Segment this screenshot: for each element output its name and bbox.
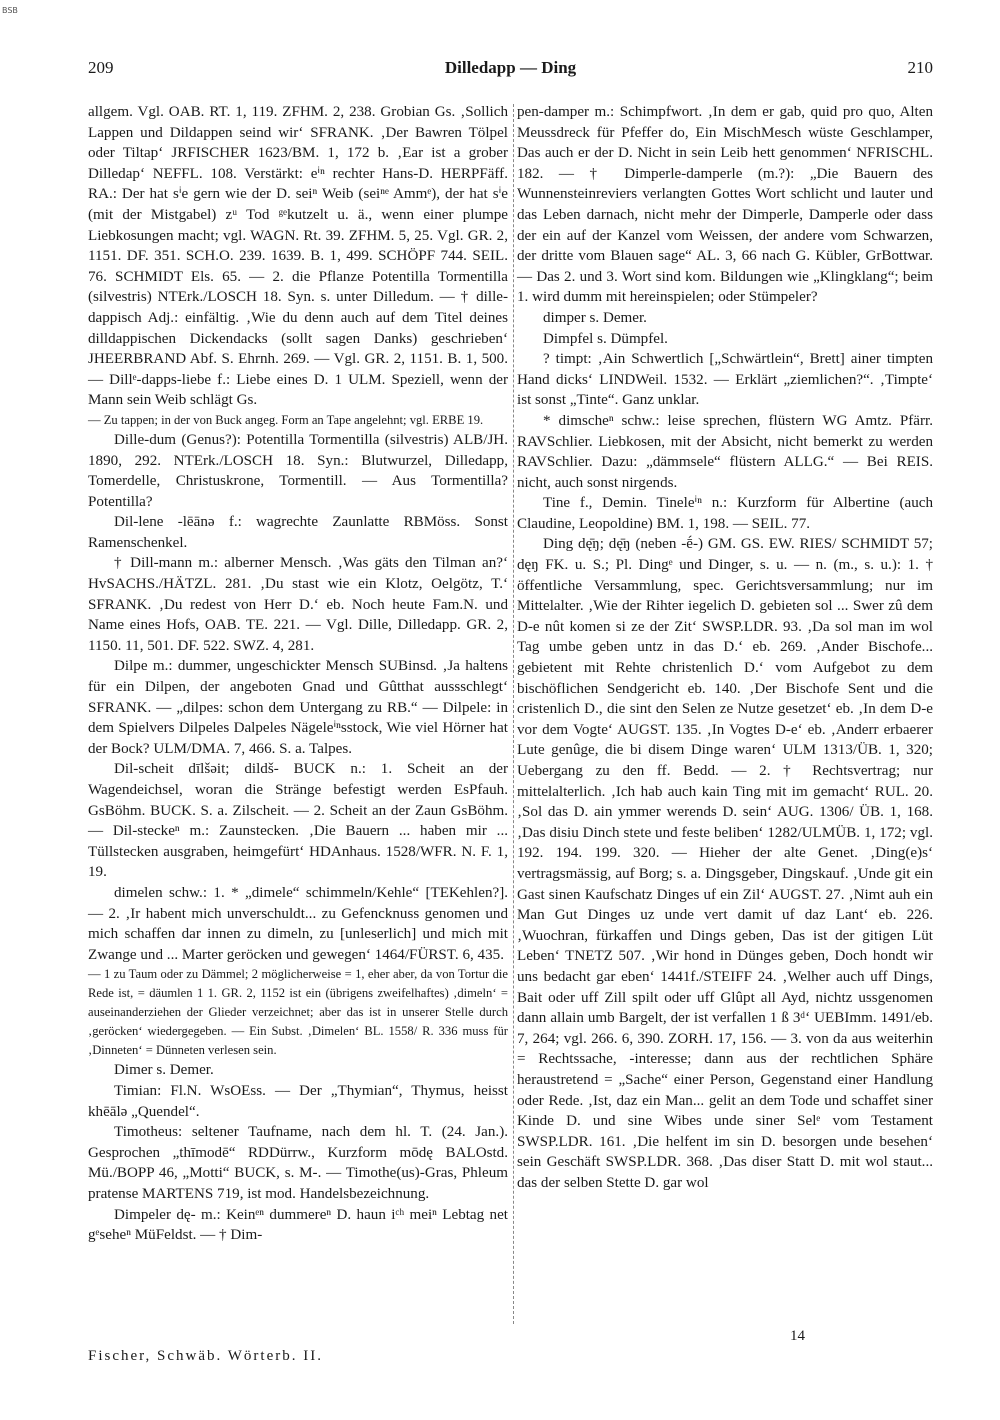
left-column-entry: Dimpeler dę- m.: Keinᵉⁿ dummereⁿ D. haun iᶜʰ meiⁿ Lebtag net gᵉseheⁿ MüFeldst. — † Dim-: [88, 1206, 508, 1244]
running-title: Dilledapp — Ding: [444, 58, 577, 77]
left-column-entry: Timian: Fl.N. WsOEss. — Der „Thymian“, Thymus, heisst khēālə „Quendel“.: [88, 1082, 508, 1120]
left-column-entry: — 1 zu Taum oder zu Dämmel; 2 möglicherweise = 1, eher aber, da von Tortur die Rede ist, = däumlen 1 1. GR. 2, 1152 ist ein (übrigens zweifelhaftes) ‚dimeln‘ = auseinanderziehen der Glieder verzeichnet; aber das ist in unserer Stelle durch ‚geröcken‘ wiedergegeben. — Ein Subst. ‚Dimelen‘ BL. 1558/ R. 336 muss für ‚Dinneten‘ = Dünneten verlesen sein.: [88, 967, 508, 1058]
left-column-entry: Dil-lene -lēānə f.: wagrechte Zaunlatte RBMöss. Sonst Ramenschenkel.: [88, 514, 508, 551]
right-column-entry: ? timpt: ‚Ain Schwertlich [„Schwärtlein“, Brett] ainer timpten Hand dicks‘ LINDWeil. 1532. — Erklärt „ziemlichen?“. ‚Timpte‘ ist sonst „Tinte“. Ganz unklar.: [517, 351, 933, 409]
left-column-entry: † Dill-mann m.: alberner Mensch. ‚Was gäts den Tilman an?‘ HvSACHS./HÄTZL. 281. ‚Du stast wie ein Klotz, Oelgötz, T.‘ SFRANK. ‚Du redest von Herr D.‘ eb. Noch heute Fam.N. und Name eines Hofs, OAB. TE. 221. — Vgl. Dille, Dilledapp. GR. 2, 1150. 11, 501. DF. 522. SWZ. 4, 281.: [88, 555, 508, 654]
left-column-entry: Timotheus: seltener Taufname, nach dem hl. T. (24. Jan.). Gesprochen „thīmodē“ RDDürrw., Kurzform mōdę BALOstd. Mü./BOPP 46, „Motti“ BUCK, s. M-. — Timothe(us)-Gras, Phleum pratense MARTENS 719, ist mod. Handelsbezeichnung.: [88, 1124, 508, 1202]
right-column-entry: pen-damper m.: Schimpfwort. ‚In dem er gab, quid pro quo, Alten Meussdreck für Pfeffer do, Ein MischMesch wüste Geschlamper, Das auch er der D. Nicht in sein Leib hett genommen‘ NFRISCHL. 182. — † Dimperle-damperle (m.?): „Die Bauern des Wunnensteinreviers verlangten Gottes Wort schlicht und lauter und das Leben darnach, nicht mehr der Dimperle, Damperle oder dass der ein auf der Kanzel vom Weissen, der andere vom Schwarzen, der dritte vom Blauen sage“ AL. 3, 66 nach G. Kübler, GrBottwar. — Das 2. und 3. Wort sind kom. Bildungen wie „Klingklang“; beim 1. wird dumm mit hereinspielen; oder Stümpeler?: [517, 104, 933, 306]
page-header: [88, 58, 933, 84]
right-column-entry: * dimscheⁿ schw.: leise sprechen, flüstern WG Amtz. Pfärr. RAVSchlier. Liebkosen, mit der Absicht, nicht bemerkt zu werden RAVSchlier. Dazu: „dämmsele“ flüstern ALLG.“ — Bei REIS. nicht, auch sonst nirgends.: [517, 412, 933, 491]
right-column-entry: dimper s. Demer.: [543, 309, 647, 326]
left-column-entry: Dilpe m.: dummer, ungeschickter Mensch SUBinsd. ‚Ja haltens für ein Dilpen, der angeboten Gnad und Gûtthat aussschlegt‘ SFRANK. — „dilpes: schon dem Untergang zu RB.“ — Dilpele: in dem Spielvers Dilpeles Dalpeles Nägeleⁱⁿsstock, Wie viel Hörner hat der Bock? ULM/DMA. 7, 466. S. a. Talpes.: [88, 658, 508, 757]
left-column-entry: — Zu tappen; in der von Buck angeg. Form an Tape angelehnt; vgl. ERBE 19.: [88, 412, 484, 427]
left-column-entry: Dille-dum (Genus?): Potentilla Tormentilla (silvestris) ALB/JH. 1890, 292. NTErk./LOSCH 18. Syn.: Blutwurzel, Dilledapp, Tomerdelle, Christuskrone, Tormentill. — Aus Tormentilla? Potentilla?: [88, 431, 508, 510]
right-column-entry: Tine f., Demin. Tineleⁱⁿ n.: Kurzform für Albertine (auch Claudine, Leopoldine) BM. 1, 198. — SEIL. 77.: [517, 495, 933, 532]
sheet-signature: 14: [790, 1328, 805, 1344]
left-column-entry: dimelen schw.: 1. * „dimele“ schimmeln/Kehle“ [TEKehlen?]. — 2. ‚Ir habent mich unverschuldt... zu Gefencknuss genomen und mich schaffen dar innen zu dimeln, zu [unleserlich] und mich mit Zwange und ... Marter geröcken und gewegen‘ 1464/FÜRST. 6, 435.: [88, 884, 508, 963]
right-column-entry: Ding dę̄ŋ; dę̄ŋ (neben -ḗ-) GM. GS. EW. RIES/ SCHMIDT 57; dęŋ FK. u. S.; Pl. Dingᵉ und Dinger, s. u. — n. (m., s. u.): 1. † öffentliche Versammlung, spec. Gerichtsversammlung; nur im Mittelalter. ‚Wie der Rihter iegelich D. gebieten sol ... Swer zû dem D-e nût komen si ze der Zit‘ SWSP.LDR. 93. ‚Da sol man im wol Tag umbe geben untz in das D.‘ eb. 269. ‚Ander Bischofe... gebietent mit Rehte christenlich D.‘ vom Aufgebot zu dem bischöflichen Sendgericht eb. 140. ‚Der Bischofe Sent und die cristenlich D., die sint den Selen ze Nutze gesetzet‘ eb. ‚In dem D-e vor dem Vogte‘ AUGST. 135. ‚In Vogtes D-e‘ eb. ‚Anderr erbaerer Lute genûge, die bi disem Dinge waren‘ ULM 1313/ÜB. 1, 320; Uebergang zu den ff. Bedd. — 2. † Rechtsvertrag; nur mittelalterlich. ‚Ich hab auch kain Ting mit im gemacht‘ RUL. 20. ‚Sol das D. ain ymmer werends D. sein‘ AUG. 1306/ ÜB. 1, 168. ‚Das disiu Dinch stete und feste beliben‘ 1282/ULMÜB. 1, 172; vgl. 192. 194. 199. 320. — Hieher der alte Genet. ‚Ding(e)s‘ vertragsmässig, auf Borg; s. a. Dingsgeber, Dingskauf. ‚Unde git ein Gast sinen Kaufschatz Dinges uf ein Zil‘ AUGST. 27. ‚Nimt auh ein Man Gut Dinges uz unde vert damit uf daz Lant‘ eb. 226. ‚Wuochran, fürkaffen und Dings geben, Das ist der gitigen Lüt Leben‘ TNETZ 507. ‚Wir hond in Dünges geben, Doch hondt wir uns bedacht gar eben‘ 1441f./STEIFF 24. ‚Welher auch uff Dings, Bait oder uff Zill spilt oder uff Glûpt all Ayd, nichtz ussgenomen dann allain umb Bargelt, der ist verfallen 1 ß 3ᵈ‘ UEBImm. 1491/eb. 7, 264; vgl. 266. 6, 390. ZORH. 17, 156. — 3. von da aus weiterhin = Rechtssache, -interesse; dann aus der rechtlichen Sphäre heraustretend = „Sache“ einer Person, Gegenstand einer Handlung oder Rede. ‚Ist, daz ein Man... gelit an dem Tode und schaffet siner Kinde D. und sine Wibes unde siner Selᵉ vom Testament SWSP.LDR. 161. ‚Die helfent im sin D. besorgen unde besehen‘ sein Geschäft SWSP.LDR. 368. ‚Das diser Statt D. mit wol staut... das der selben Stette D. gar wol: [517, 536, 933, 1191]
library-stamp: BSB: [2, 6, 18, 15]
left-column: [88, 102, 508, 1246]
column-divider: [513, 104, 514, 1324]
left-column-entry: Dimer s. Demer.: [114, 1062, 214, 1079]
footer-signature-line: Fischer, Schwäb. Wörterb. II.: [88, 1348, 323, 1364]
left-column-entry: allgem. Vgl. OAB. RT. 1, 119. ZFHM. 2, 238. Grobian Gs. ‚Sollich Lappen und Dildappen seind wir‘ SFRANK. ‚Der Bawren Tölpel oder Tiltap‘ JRFISCHER 1623/BM. 1, 172 b. ‚Ear ist a grober Dilledap‘ NEFFL. 108. Verstärkt: eⁱⁿ rechter Hans-D. HERPFäff. RA.: Der hat sⁱe gern wie der D. seiⁿ Weib (seiⁿᵉ Ammᵉ), der hat sⁱe (mit der Mistgabel) zᵘ Tod ᵍᵉkutzelt u. ä., wenn einer plumpe Liebkosungen macht; vgl. WAGN. Rt. 39. ZFHM. 5, 25. Vgl. GR. 2, 1151. DF. 351. SCH.O. 239. 1639. B. 1, 499. SCHÖPF 744. SEIL. 76. SCHMIDT Els. 65. — 2. die Pflanze Potentilla Tormentilla (silvestris) NTErk./LOSCH 18. Syn. s. unter Dilledum. — † dille-dappisch Adj.: einfältig. ‚Wie du denn auch auf dem Titel deines dilldappischen Dickendacks (sollt sagen Danks) geschrieben‘ JHEERBRAND Abf. S. Ehrnh. 269. — Vgl. GR. 2, 1151. B. 1, 500. — Dillᵉ-dapps-liebe f.: Liebe eines D. 1 ULM. Speziell, wenn der Mann sein Weib schlägt Gs.: [88, 104, 508, 409]
right-column: [517, 102, 933, 1193]
page-number-right: 210: [907, 58, 933, 77]
page-number-left: 209: [88, 58, 114, 77]
right-column-entry: Dimpfel s. Dümpfel.: [543, 330, 668, 347]
left-column-entry: Dil-scheit dīlšəit; dildš- BUCK n.: 1. Scheit an der Wagendeichsel, woran die Stränge befestigt werden EsPfauh. GsBöhm. BUCK. S. a. Zilscheit. — 2. Scheit an der Zaun GsBöhm. — Dil-steckeⁿ m.: Zaunstecken. ‚Die Bauern ... haben mir ... Tüllstecken ausgraben, heimgefürt‘ HDAnhaus. 1528/WFR. N. F. 1, 19.: [88, 761, 508, 881]
